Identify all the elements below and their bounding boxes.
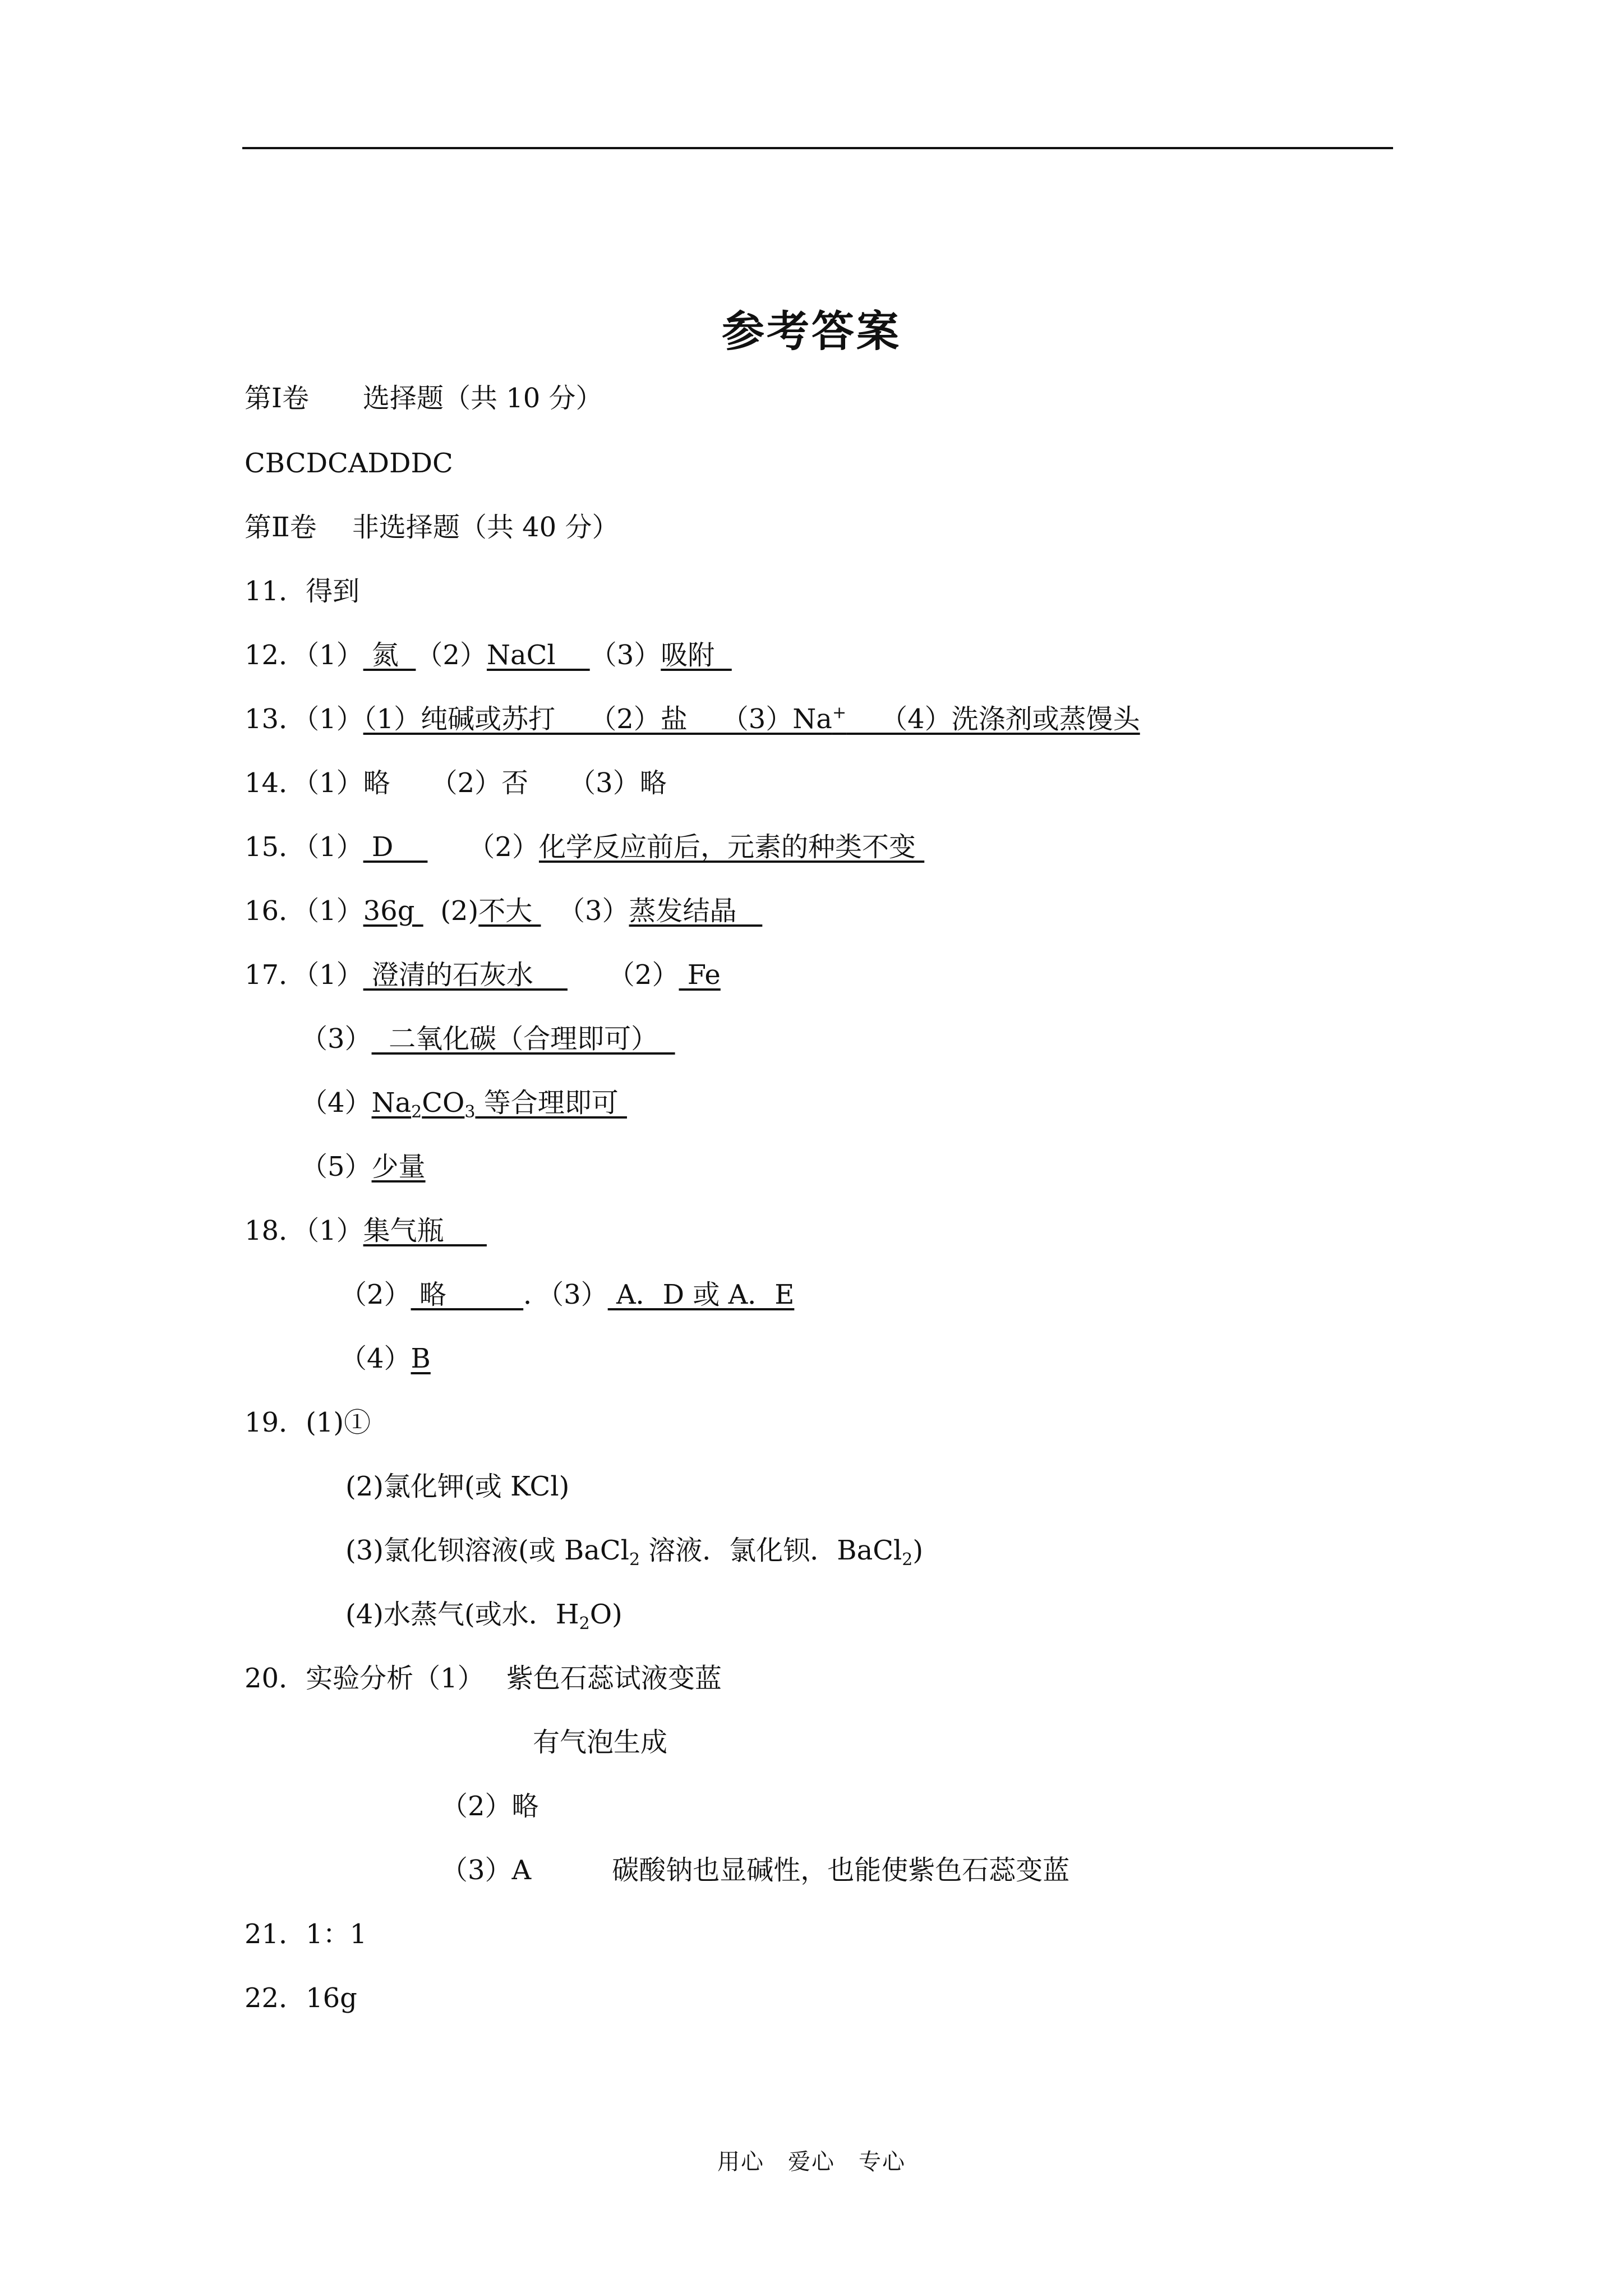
answer-20-line2: 有气泡生成 bbox=[533, 1727, 668, 1758]
answer-18-2: 略 bbox=[411, 1279, 524, 1310]
answer-19-line1: 19．(1)① bbox=[245, 1407, 371, 1438]
answer-12-s3: （3） bbox=[589, 639, 661, 671]
answer-15-a1: D bbox=[363, 831, 428, 863]
answer-11: 11．得到 bbox=[245, 576, 360, 607]
answer-17-3: 二氧化碳（合理即可） bbox=[371, 1023, 675, 1055]
answer-15-s2: （2） bbox=[427, 831, 539, 863]
answer-19-line2: (2)氯化钾(或 KCl) bbox=[345, 1471, 570, 1502]
answer-12-a3: 吸附 bbox=[661, 639, 732, 671]
page-footer: 用心 爱心 专心 bbox=[717, 2149, 906, 2175]
answer-18-line3 bbox=[340, 1342, 431, 1375]
answer-18-line2 bbox=[340, 1278, 794, 1312]
answer-13 bbox=[245, 702, 1140, 736]
header-rule bbox=[242, 147, 1393, 149]
answer-15-a2: 化学反应前后，元素的种类不变 bbox=[538, 831, 925, 863]
answer-18-4-num: （4） bbox=[340, 1343, 411, 1374]
answer-21: 21．1：1 bbox=[245, 1918, 367, 1950]
formula-sub: 2 bbox=[902, 1550, 913, 1570]
formula-sub: 3 bbox=[464, 1102, 476, 1122]
answer-13-num: 13．（1） bbox=[245, 703, 363, 735]
answer-12-s2: （2） bbox=[416, 639, 487, 671]
answer-20-line1: 20．实验分析（1） 紫色石蕊试液变蓝 bbox=[245, 1663, 722, 1694]
part1-answers: CBCDCADDDC bbox=[245, 448, 453, 479]
answer-16-a3: 蒸发结晶 bbox=[629, 895, 763, 927]
answer-18-num: 18．（1） bbox=[245, 1215, 363, 1246]
answer-17-num: 17．（1） bbox=[245, 959, 363, 991]
answer-17-a1: 澄清的石灰水 bbox=[363, 959, 568, 991]
answer-18-4: B bbox=[411, 1343, 431, 1374]
answer-18-3: A．D 或 A．E bbox=[607, 1279, 795, 1310]
answer-17-4-num: （4） bbox=[301, 1087, 372, 1119]
answer-19-4a: (4)水蒸气(或水．H bbox=[345, 1599, 579, 1630]
answer-17-line1 bbox=[245, 958, 721, 992]
answer-12-num: 12．（1） bbox=[245, 639, 363, 671]
answer-15 bbox=[245, 830, 924, 864]
answer-17-3-num: （3） bbox=[301, 1023, 372, 1055]
formula-sub: 2 bbox=[629, 1550, 640, 1570]
answer-18-2-num: （2） bbox=[340, 1279, 411, 1310]
answer-17-a2: Fe bbox=[679, 959, 721, 991]
page-title: 参考答案 bbox=[722, 306, 901, 356]
answer-19-4b: O) bbox=[589, 1599, 623, 1630]
formula-sub: 2 bbox=[411, 1102, 422, 1122]
answer-13-a1: （1）纯碱或苏打 （2）盐 （3）Na bbox=[363, 703, 832, 735]
answer-19-3b: 溶液．氯化钡．BaCl bbox=[640, 1535, 902, 1566]
answer-22: 22．16g bbox=[245, 1982, 357, 2014]
answer-20-line4: （3）A 碳酸钠也显碱性，也能使紫色石蕊变蓝 bbox=[441, 1855, 1070, 1886]
answer-18-1: 集气瓶 bbox=[363, 1215, 487, 1246]
answer-18-3-num: ．（3） bbox=[523, 1279, 608, 1310]
part2-heading: 第Ⅱ卷 非选择题（共 40 分） bbox=[245, 512, 619, 543]
answer-19-line4 bbox=[345, 1598, 623, 1634]
answer-12-a1: 氮 bbox=[363, 639, 416, 671]
answer-16-a1: 36g bbox=[363, 895, 423, 927]
answer-13-a2: （4）洗涤剂或蒸馒头 bbox=[846, 703, 1140, 735]
answer-16 bbox=[245, 894, 762, 928]
answer-12 bbox=[245, 638, 732, 672]
answer-17-s2: （2） bbox=[567, 959, 679, 991]
answer-19-3c: ) bbox=[912, 1535, 924, 1566]
part1-heading: 第Ⅰ卷 选择题（共 10 分） bbox=[245, 383, 603, 414]
answer-16-s2: (2) bbox=[423, 895, 479, 927]
answer-17-line2 bbox=[301, 1022, 675, 1056]
answer-17-line3 bbox=[301, 1086, 627, 1120]
answer-17-4-note: 等合理即可 bbox=[475, 1087, 627, 1119]
answer-17-line4 bbox=[301, 1150, 426, 1184]
answer-17-5-num: （5） bbox=[301, 1151, 372, 1182]
answer-16-a2: 不大 bbox=[478, 895, 541, 927]
answer-16-num: 16．（1） bbox=[245, 895, 363, 927]
formula-co: CO bbox=[422, 1087, 465, 1119]
answer-15-num: 15．（1） bbox=[245, 831, 363, 863]
answer-12-a2: NaCl bbox=[486, 639, 590, 671]
answer-14: 14．（1）略 （2）否 （3）略 bbox=[245, 767, 667, 799]
answer-19-3a: (3)氯化钡溶液(或 BaCl bbox=[345, 1535, 629, 1566]
answer-19-line3 bbox=[345, 1534, 924, 1570]
formula-na: Na bbox=[371, 1087, 412, 1119]
answer-18-line1 bbox=[245, 1214, 487, 1248]
formula-sub: 2 bbox=[579, 1614, 590, 1634]
answer-16-s3: （3） bbox=[541, 895, 629, 927]
answer-13-sup: + bbox=[832, 703, 847, 723]
answer-17-5: 少量 bbox=[371, 1151, 426, 1182]
answer-20-line3: （2）略 bbox=[441, 1791, 539, 1822]
